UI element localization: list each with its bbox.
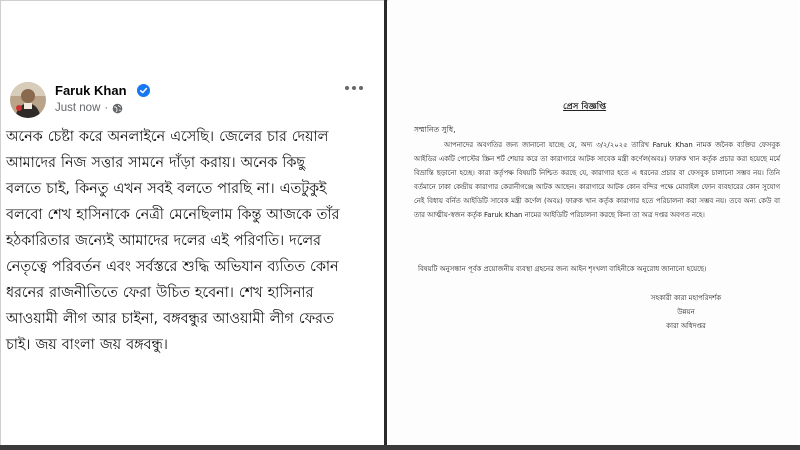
post-line: ধরনের রাজনীতিতে ফেরা উচিত হবেনা। শেখ হাসিনার bbox=[6, 285, 314, 301]
meta-separator: · bbox=[104, 102, 109, 114]
bottom-border bbox=[0, 445, 800, 450]
globe-icon bbox=[112, 103, 123, 114]
document-title: প্রেস বিজ্ঞপ্তি bbox=[563, 102, 607, 112]
post-line: আমাদের নিজ সত্তার সামনে দাঁড়া করায়। অনেক কিছু bbox=[6, 155, 306, 171]
avatar[interactable] bbox=[10, 82, 46, 118]
signature-designation: সহকারী কারা মহাপরিদর্শক bbox=[650, 294, 722, 302]
more-options-icon[interactable] bbox=[345, 83, 367, 93]
post-line: চাই। জয় বাংলা জয় বঙ্গবন্ধু। bbox=[6, 337, 168, 353]
panel-divider bbox=[384, 0, 387, 446]
document-signature bbox=[606, 291, 766, 333]
press-release-document bbox=[388, 0, 798, 446]
post-line: অনেক চেষ্টা করে অনলাইনে এসেছি। জেলের চার দেয়াল bbox=[6, 129, 329, 145]
post-line: আওয়ামী লীগ আর চাইনা, বঙ্গবন্ধুর আওয়ামী লীগ ফেরত bbox=[6, 311, 334, 327]
post-text bbox=[6, 124, 378, 358]
author-name[interactable]: Faruk Khan bbox=[55, 83, 127, 98]
document-paragraph-1: আপনাদের অবগতির জন্য জানানো যাচ্ছে যে, অদ্য ৩/২/২০২৫ তারিখ Faruk Khan নামক জনৈক ব্যক্তির ফেসবুক আইডির একটি পোস্টের স্ক্রিন শর্ট শেয়ার করে তা কারাগারে আটক সাবেক মন্ত্রী কর্ণেল(অবঃ) ফারুক খান কর্তৃক প্রচার করা হয়েছে মর্মে বিভ্রান্তি ছড়ানো হচ্ছে। কারা কর্তৃপক্ষ বিষয়টি নিশ্চিত করছে যে, কারাগার হতে এ ধরনের প্রচার বা ফেসবুক চালানো সম্ভব নয়। তিনি বর্তমানে ঢাকা কেন্দ্রীয় কারাগার কেরানীগঞ্জে আটক আছেন। কারাগারে আটক কোন বন্দির পক্ষে মোবাইল ফোন ব্যবহারের কোন সুযোগ নেই বিধায় বর্নিত আইডিটি সাবেক মন্ত্রী কর্ণেল (অবঃ) ফারুক খান কর্তৃক কারাগার হতে পরিচালনা করা সম্ভব নয়। তবে অন্য কেউ বা তার আত্মীয়-স্বজন কর্তৃক Faruk Khan নামের আইডিটি পরিচালনা করছে কিনা তা অত্র দপ্তর অবগত নহে। bbox=[414, 141, 780, 219]
signature-department: উন্নয়ন bbox=[677, 308, 695, 316]
document-paragraph-2: বিষয়টি অনুসন্ধান পূর্বক প্রয়োজনীয় ব্যবস্থা গ্রহনের জন্য আইন শৃংখলা বাহিনীকে অনুরোধ জানানো হয়েছে। bbox=[418, 265, 707, 273]
facebook-post bbox=[0, 0, 384, 446]
post-meta bbox=[55, 102, 123, 114]
post-line: নেতৃত্বে পরিবর্তন এবং সর্বস্তরে শুদ্ধি অভিযান ব্যতিত কোন bbox=[6, 259, 339, 275]
verified-badge-icon bbox=[137, 84, 150, 97]
signature-office: কারা অধিদপ্তর bbox=[666, 322, 706, 330]
post-time[interactable]: Just now bbox=[55, 102, 101, 114]
post-line: বলবো শেখ হাসিনাকে নেত্রী মেনেছিলাম কিন্তু আজকে তাঁর bbox=[6, 207, 340, 223]
document-salutation: সম্মানিত সুধি, bbox=[414, 125, 456, 134]
post-line: হঠকারিতার জন্যেই আমাদের দলের এই পরিণতি। দলের bbox=[6, 233, 321, 249]
post-line: বলতে চাই, কিনতু এখন সবই বলতে পারছি না। এতটুকুই bbox=[6, 181, 327, 197]
